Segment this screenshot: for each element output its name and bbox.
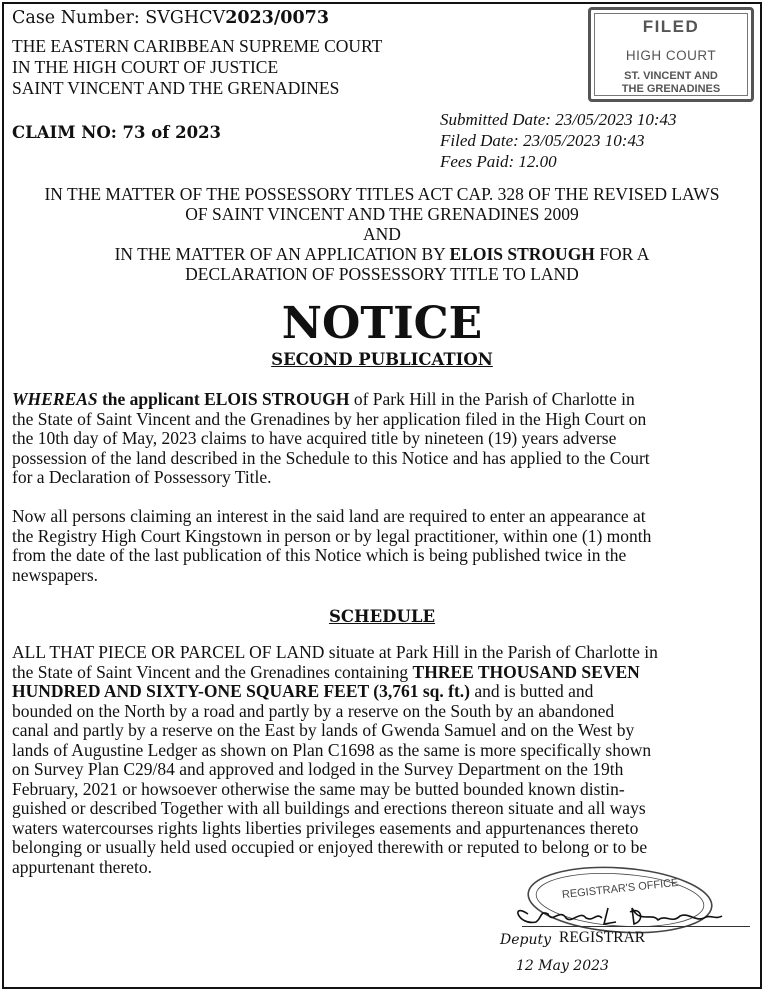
matter-heading: IN THE MATTER OF THE POSSESSORY TITLES ACT CAP. 328 OF THE REVISED LAWS OF SAINT VINCENT AND THE GRENADINES 2009 AND IN THE MATTER OF AN APPLICATION BY ELOIS STROUGH FOR A DECLARATION OF POSSESSORY TITLE TO LAND [44,184,720,284]
schedule-heading: SCHEDULE [328,607,436,626]
registrar-signature-stamp [490,862,758,984]
whereas-paragraph: WHEREAS the applicant ELOIS STROUGH of Park Hill in the Parish of Charlotte in the State of Saint Vincent and the Grenadines by her application filed in the High Court on the 10th day of May, 2023 claims to have acquired title by nineteen (19) years adverse possession of the land described in the Schedule to this Notice and has applied to the Court for a Declaration of Possessory Title. [12,389,650,487]
case-number: Case Number: SVGHCV2023/0073 [12,8,329,28]
deputy-handwritten: Deputy [500,932,552,948]
handwritten-date: 12 May 2023 [516,958,609,974]
notice-subtitle: SECOND PUBLICATION [271,350,493,369]
registrar-label: REGISTRAR [559,929,646,946]
claim-number: CLAIM NO: 73 of 2023 [12,123,222,142]
notice-title: NOTICE [281,298,483,349]
signature-line [522,926,750,927]
filing-dates: Submitted Date: 23/05/2023 10:43 Filed Date: 23/05/2023 10:43 Fees Paid: 12.00 [440,110,677,171]
appearance-paragraph: Now all persons claiming an interest in the said land are required to enter an appearance at the Registry High Court Kingstown in person or by legal practitioner, within one (1) month from the date of the last publication of this Notice which is being published twice in the newspapers. [12,506,652,585]
stamp-text: REGISTRAR'S OFFICE [561,876,679,902]
court-heading: THE EASTERN CARIBBEAN SUPREME COURT IN THE HIGH COURT OF JUSTICE SAINT VINCENT AND THE GRENADINES [12,36,383,98]
filed-stamp: FILED HIGH COURT ST. VINCENT AND THE GRENADINES [588,7,754,102]
schedule-paragraph: ALL THAT PIECE OR PARCEL OF LAND situate at Park Hill in the Parish of Charlotte in the State of Saint Vincent and the Grenadines containing THREE THOUSAND SEVEN HUNDRED AND SIXTY-ONE SQUARE FEET (3,761 sq. ft.) and is butted and bounded on the North by a road and partly by a reserve on the South by an abandoned canal and partly by a reserve on the East by lands of Gwenda Samuel and on the West by lands of Augustine Ledger as shown on Plan C1698 as the same is more specifically shown on Survey Plan C29/84 and approved and lodged in the Survey Department on the 19th February, 2021 or howsoever otherwise the same may be butted bounded known distin- guished or described Together with all buildings and erections thereon situate and all ways waters watercourses rights lights liberties privileges easements and appurtenances thereto belonging or usually held used occupied or enjoyed therewith or reputed to belong or to be appurtenant thereto. [12,642,658,877]
signature-scribble [518,908,722,924]
